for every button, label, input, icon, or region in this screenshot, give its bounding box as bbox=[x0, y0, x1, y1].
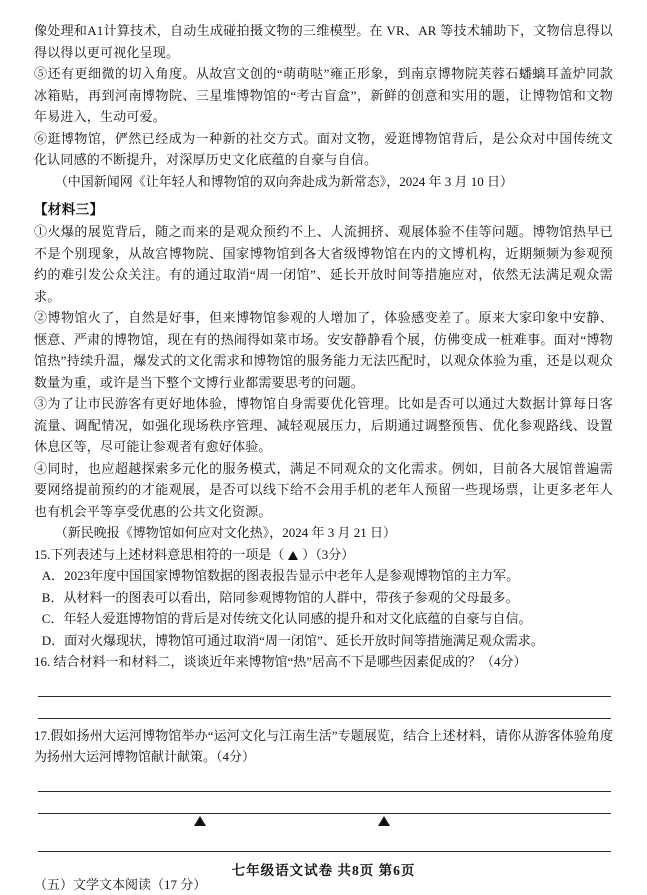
question-17-stem bbox=[34, 725, 613, 768]
material-three-block bbox=[34, 198, 613, 544]
material-two-paragraph: 像处理和A1计算技术，自动生成碰拍摄文物的三维模型。在 VR、AR 等技术辅助下，文物信息得以得以得以更可视化呈现。 bbox=[34, 20, 613, 63]
question-15-stem bbox=[34, 544, 613, 566]
question-15-option-d: D．面对火爆现状，博物馆可通过取消“周一闭馆”、延长开放时间等措施满足观众需求。 bbox=[34, 630, 613, 652]
question-15-stem-after: ）（3分） bbox=[302, 547, 354, 562]
material-three-source: （新民晚报《博物馆如何应对文化热》，2024 年 3 月 21 日） bbox=[34, 522, 613, 544]
triangle-marker-icon bbox=[378, 816, 390, 826]
question-15-number: 15. bbox=[34, 547, 50, 562]
triangle-marker-icon bbox=[194, 816, 206, 826]
page-footer: 七年级语文试卷 共8页 第6页 bbox=[0, 859, 647, 879]
triangle-marker-row bbox=[34, 814, 613, 830]
question-16-number: 16. bbox=[34, 654, 50, 669]
material-two-source: （中国新闻网《让年轻人和博物馆的双向奔赴成为新常态》，2024 年 3 月 10 日） bbox=[34, 171, 613, 193]
question-16-stem bbox=[34, 651, 613, 673]
material-three-paragraph: ①火爆的展览背后，随之而来的是观众预约不上、人流拥挤、观展体验不佳等问题。博物馆热早已不是个别现象，从故宫博物院、国家博物馆到各大省级博物馆在内的文博机构，近期频频为参观预约的难引发公众关注。有的通过取消“周一闭馆”、延长开放时间等措施应对，依然无法满足观众需求。 bbox=[34, 221, 613, 307]
section-title: （五）文学文本阅读（17 分） bbox=[34, 874, 613, 895]
answer-line[interactable] bbox=[38, 792, 611, 814]
answer-line[interactable] bbox=[38, 830, 611, 852]
material-three-paragraph: ④同时，也应超越探索多元化的服务模式，满足不同观众的文化需求。例如，目前各大展馆普遍需要网络提前预约的才能观展，是否可以线下给不会用手机的老年人预留一些现场票，让更多老年人也有机会平等享受优惠的公共文化资源。 bbox=[34, 458, 613, 523]
question-16 bbox=[34, 651, 613, 719]
question-16-text: 结合材料一和材料二，谈谈近年来博物馆“热”居高不下是哪些因素促成的？（4分） bbox=[54, 654, 527, 669]
question-16-answer-area[interactable] bbox=[34, 675, 613, 719]
question-15-stem-before: 下列表述与上述材料意思相符的一项是（ bbox=[50, 547, 284, 562]
question-17-number: 17. bbox=[34, 728, 50, 743]
question-17 bbox=[34, 725, 613, 852]
material-three-paragraph: ②博物馆火了，自然是好事，但来博物馆参观的人增加了，体验感变差了。原来大家印象中安静、惬意、严肃的博物馆，现在有的热闹得如菜市场。安安静静看个展，仿佛变成一桩难事。面对“博物馆热”持续升温，爆发式的文化需求和博物馆的服务能力无法匹配时，以观众体验为重，还是以观众数量为重，或许是当下整个文博行业都需要思考的问题。 bbox=[34, 307, 613, 393]
question-17-text: 假如扬州大运河博物馆举办“运河文化与江南生活”专题展览，结合上述材料，请你从游客体验角度为扬州大运河博物馆献计献策。（4分） bbox=[34, 728, 613, 765]
material-three-title: 【材料三】 bbox=[34, 198, 613, 221]
material-two-block bbox=[34, 20, 613, 192]
material-two-paragraph: ⑥逛博物馆，俨然已经成为一种新的社交方式。面对文物，爱逛博物馆背后，是公众对中国传统文化认同感的不断提升，对深厚历史文化底蕴的自豪与自信。 bbox=[34, 128, 613, 171]
answer-line[interactable] bbox=[38, 675, 611, 697]
question-15 bbox=[34, 544, 613, 652]
material-two-paragraph: ⑤还有更细微的切入角度。从故宫文创的“萌萌哒”雍正形象，到南京博物院芙蓉石蟠螭耳盖炉同款冰箱贴，再到河南博物院、三星堆博物馆的“考古盲盒”，新鲜的创意和实用的题，让博物馆和文物年易进入，生动可爱。 bbox=[34, 63, 613, 128]
question-15-option-b: B．从材料一的图表可以看出，陪同参观博物馆的人群中，带孩子参观的父母最多。 bbox=[34, 587, 613, 609]
answer-line[interactable] bbox=[38, 697, 611, 719]
answer-line[interactable] bbox=[38, 770, 611, 792]
question-15-option-c: C．年轻人爱逛博物馆的背后是对传统文化认同感的提升和对文化底蕴的自豪与自信。 bbox=[34, 608, 613, 630]
material-three-paragraph: ③为了让市民游客有更好地体验，博物馆自身需要优化管理。比如是否可以通过大数据计算每日客流量、调配情况，如强化现场秩序管理、减轻观展压力，后期通过调整预售、优化参观路线、设置休息区等，尽可能让参观者有愈好体验。 bbox=[34, 393, 613, 458]
triangle-marker-icon bbox=[288, 551, 298, 560]
question-15-option-a: A．2023年度中国国家博物馆数据的图表报告显示中老年人是参观博物馆的主力军。 bbox=[34, 565, 613, 587]
question-17-answer-area[interactable] bbox=[34, 770, 613, 852]
